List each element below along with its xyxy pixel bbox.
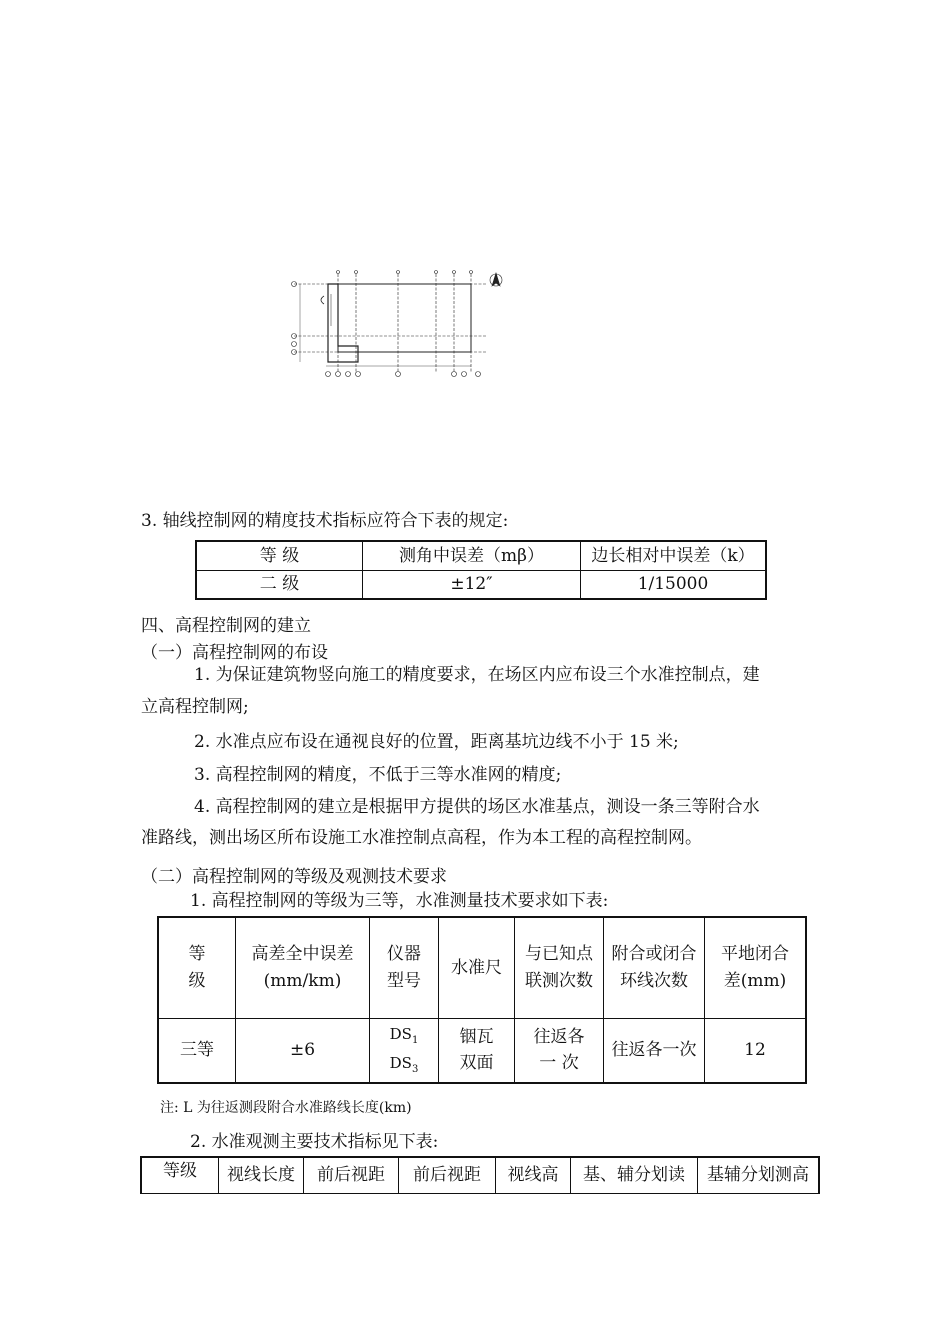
table-cell: 往返各一次 xyxy=(604,1018,705,1083)
header-line: (mm/km) xyxy=(263,970,342,991)
sub1-heading: （一）高程控制网的布设 xyxy=(141,643,328,663)
header-line: 环线次数 xyxy=(620,970,688,991)
site-plan-figure xyxy=(286,264,516,382)
table-header-cell: 基、辅分划读 xyxy=(571,1157,698,1193)
table-header-cell: 视线长度 xyxy=(219,1157,304,1193)
cell-line: 一 次 xyxy=(539,1053,579,1074)
header-line: 差(mm) xyxy=(723,970,787,991)
table-header-cell: 等级 xyxy=(141,1157,219,1193)
section4-heading: 四、高程控制网的建立 xyxy=(141,616,311,636)
table-cell: ±12″ xyxy=(363,570,581,599)
header-line: 与已知点 xyxy=(525,944,593,965)
table-header-cell xyxy=(604,917,705,1018)
instrument-model: $DS_3$ xyxy=(389,1054,419,1076)
cell-line: 铟瓦 xyxy=(459,1026,494,1047)
paragraph: 4. 高程控制网的建立是根据甲方提供的场区水准基点，测设一条三等附合水 xyxy=(194,797,760,817)
header-line: 联测次数 xyxy=(525,970,593,991)
instrument-model: $DS_1$ xyxy=(389,1025,419,1047)
table-header-cell xyxy=(158,917,236,1018)
table-header-cell xyxy=(236,917,370,1018)
table-header-cell xyxy=(515,917,604,1018)
sub2-heading: （二）高程控制网的等级及观测技术要求 xyxy=(141,867,447,887)
table-header-cell: 水准尺 xyxy=(439,917,515,1018)
table-header-cell: 测角中误差（mβ） xyxy=(363,541,581,570)
table-cell: ±6 xyxy=(236,1018,370,1083)
leveling-indicators-table xyxy=(140,1156,820,1194)
section3-heading: 3. 轴线控制网的精度技术指标应符合下表的规定: xyxy=(141,511,509,531)
paragraph: 3. 高程控制网的精度，不低于三等水准网的精度; xyxy=(194,765,562,785)
paragraph: 1. 高程控制网的等级为三等，水准测量技术要求如下表: xyxy=(190,891,609,911)
table-header-cell: 等 级 xyxy=(196,541,363,570)
table-cell xyxy=(370,1018,439,1083)
table-header-cell: 基辅分划测高 xyxy=(698,1157,820,1193)
header-line: 平地闭合 xyxy=(721,944,789,965)
table-cell xyxy=(515,1018,604,1083)
table-header-cell xyxy=(370,917,439,1018)
table-cell: 1/15000 xyxy=(581,570,767,599)
header-line: 等 xyxy=(188,944,206,965)
table-header-cell: 前后视距 xyxy=(399,1157,496,1193)
paragraph: 2. 水准点应布设在通视良好的位置，距离基坑边线不小于 15 米; xyxy=(194,732,679,752)
header-line: 型号 xyxy=(387,970,421,991)
table-cell xyxy=(439,1018,515,1083)
cell-line: 往返各 xyxy=(533,1026,585,1047)
axis-precision-table xyxy=(195,540,767,600)
header-line: 级 xyxy=(188,970,206,991)
cell-line: 双面 xyxy=(459,1053,494,1074)
table-cell: 二 级 xyxy=(196,570,363,599)
header-line: 仪器 xyxy=(387,944,421,965)
table-cell: 三等 xyxy=(158,1018,236,1083)
paragraph: 1. 为保证建筑物竖向施工的精度要求，在场区内应布设三个水准控制点，建 xyxy=(194,665,760,685)
table-header-cell: 边长相对中误差（k） xyxy=(581,541,767,570)
table-header-cell: 视线高 xyxy=(496,1157,571,1193)
paragraph: 立高程控制网; xyxy=(141,697,249,717)
table-cell: 12 xyxy=(705,1018,807,1083)
table-note: 注: L 为往返测段附合水准路线长度(km) xyxy=(160,1100,412,1116)
leveling-requirements-table xyxy=(157,916,807,1084)
paragraph: 准路线，测出场区所布设施工水准控制点高程，作为本工程的高程控制网。 xyxy=(141,828,702,848)
table-header-cell: 前后视距 xyxy=(304,1157,399,1193)
header-line: 高差全中误差 xyxy=(251,944,354,965)
paragraph: 2. 水准观测主要技术指标见下表: xyxy=(190,1132,439,1152)
header-line: 附合或闭合 xyxy=(611,944,697,965)
table-header-cell xyxy=(705,917,807,1018)
